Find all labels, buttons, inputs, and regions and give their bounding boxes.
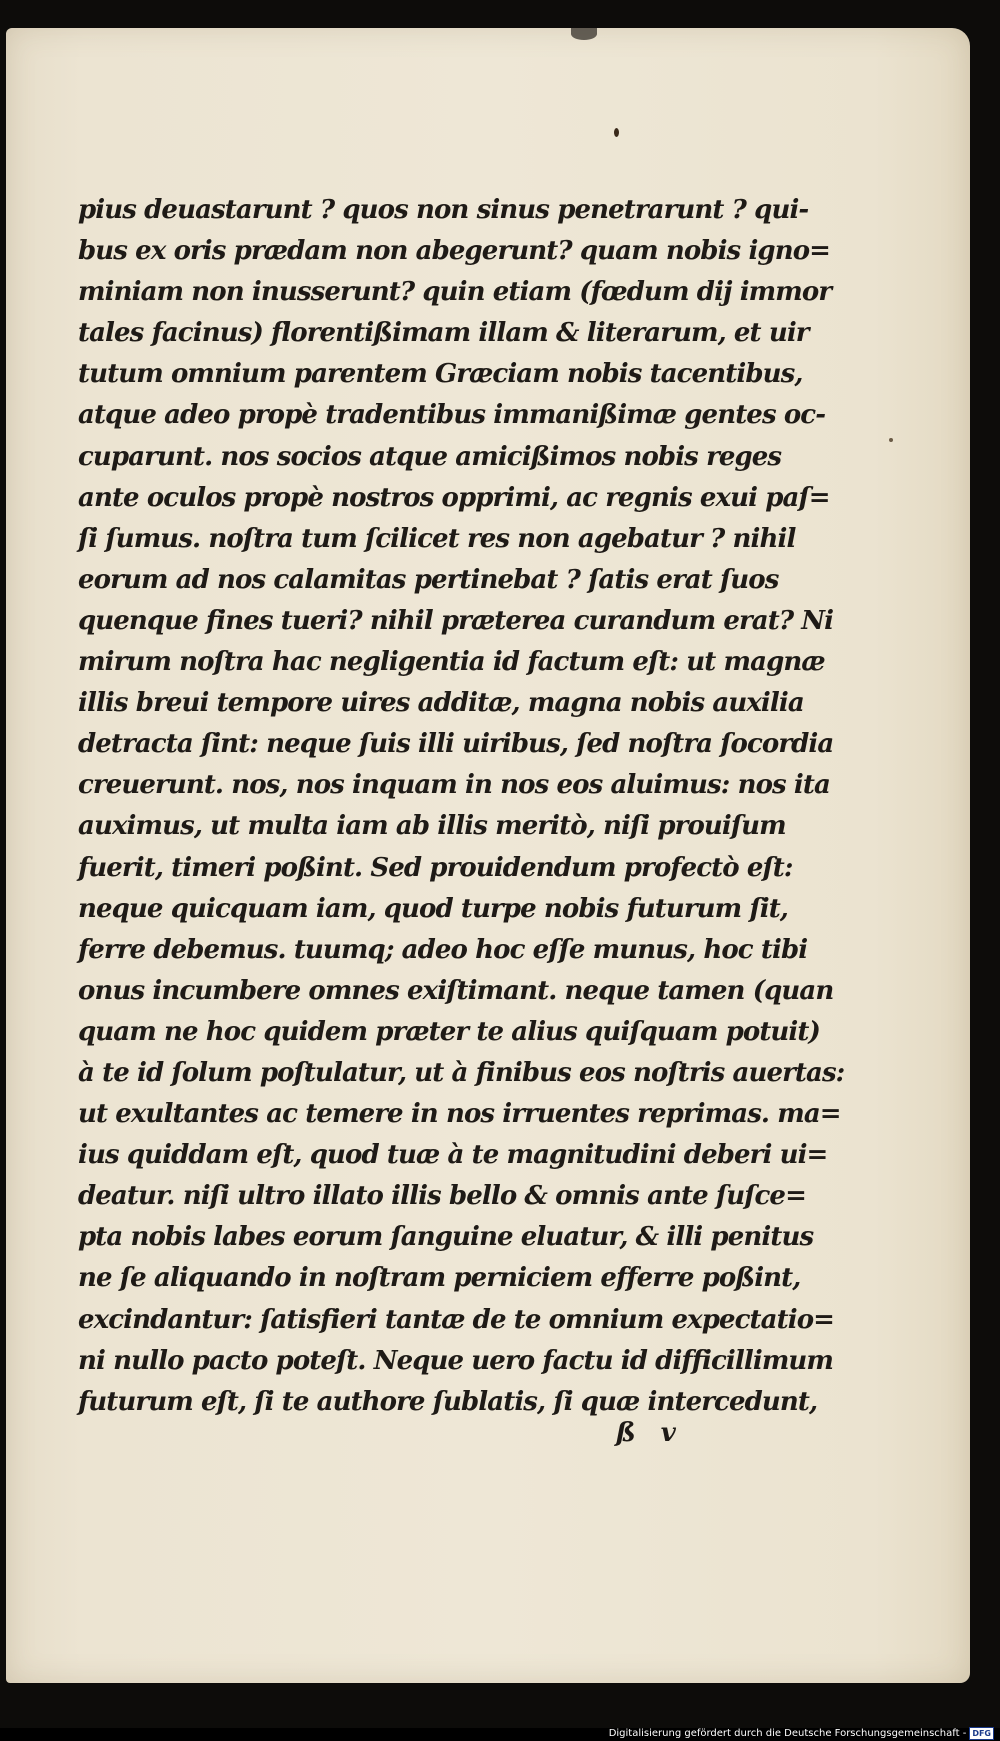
text-block	[78, 190, 845, 1423]
text-line: neque quicquam iam, quod turpe nobis futurum ſit,	[78, 893, 788, 924]
signature-mark: ß v	[616, 1418, 684, 1448]
text-line: ferre debemus. tuumq; adeo hoc eſſe munus, hoc tibi	[78, 934, 808, 965]
paper-speck	[889, 438, 893, 442]
page-stain	[571, 28, 597, 40]
text-line: quenque fines tueri? nihil præterea curandum erat? Ni	[78, 605, 834, 636]
footer-credit-text: Digitalisierung gefördert durch die Deutsche Forschungsgemeinschaft -	[608, 1728, 967, 1739]
text-line: pta nobis labes eorum ſanguine eluatur, & illi penitus	[78, 1222, 814, 1253]
text-line: cuparunt. nos socios atque amicißimos nobis reges	[78, 441, 782, 472]
text-line: deatur. niſi ultro illato illis bello & omnis ante ſuſce=	[78, 1181, 806, 1212]
text-line: quam ne hoc quidem præter te alius quiſquam potuit)	[78, 1016, 820, 1047]
dfg-logo-icon: DFG	[969, 1727, 994, 1740]
text-line: ante oculos propè nostros opprimi, ac regnis exui paſ=	[78, 482, 830, 513]
footer-credit	[609, 1727, 994, 1740]
text-line: ſi ſumus. noſtra tum ſcilicet res non agebatur ? nihil	[78, 523, 796, 554]
text-line: atque adeo propè tradentibus immanißimæ gentes oc-	[78, 400, 826, 431]
text-line: auximus, ut multa iam ab illis meritò, niſi prouiſum	[78, 811, 786, 842]
book-page	[6, 28, 970, 1683]
text-line: illis breui tempore uires additæ, magna nobis auxilia	[78, 688, 804, 719]
text-line: ius quiddam eſt, quod tuæ à te magnitudini deberi ui=	[78, 1140, 828, 1171]
text-line: creuerunt. nos, nos inquam in nos eos aluimus: nos ita	[78, 770, 830, 801]
text-line: ne ſe aliquando in noſtram perniciem efferre poßint,	[78, 1263, 801, 1294]
text-line: futurum eſt, ſi te authore ſublatis, ſi quæ intercedunt,	[78, 1386, 818, 1417]
text-line: eorum ad nos calamitas pertinebat ? ſatis erat ſuos	[78, 564, 779, 595]
text-line: pius deuastarunt ? quos non sinus penetrarunt ? qui-	[78, 195, 809, 225]
text-line: ut exultantes ac temere in nos irruentes reprimas. ma=	[78, 1099, 841, 1130]
text-line: tales facinus) florentißimam illam & literarum, et uir	[78, 318, 809, 349]
ink-dot	[614, 128, 619, 137]
text-line: bus ex oris prædam non abegerunt? quam nobis igno=	[78, 236, 831, 267]
text-line: tutum omnium parentem Græciam nobis tacentibus,	[78, 359, 803, 390]
text-line: excindantur: ſatisfieri tantæ de te omnium expectatio=	[78, 1304, 835, 1335]
text-line: fuerit, timeri poßint. Sed prouidendum profectò eſt:	[78, 852, 793, 883]
text-line: à te id ſolum poſtulatur, ut à finibus eos noſtris auertas:	[78, 1057, 845, 1088]
text-line: ni nullo pacto poteſt. Neque uero factu id difficillimum	[78, 1345, 834, 1376]
text-line: detracta ſint: neque ſuis illi uiribus, ſed noſtra ſocordia	[78, 729, 834, 760]
text-line: miniam non inusserunt? quin etiam (fœdum dij immor	[78, 277, 832, 308]
text-line: onus incumbere omnes exiſtimant. neque tamen (quan	[78, 975, 834, 1006]
text-line: mirum noſtra hac negligentia id factum eſt: ut magnæ	[78, 647, 825, 678]
